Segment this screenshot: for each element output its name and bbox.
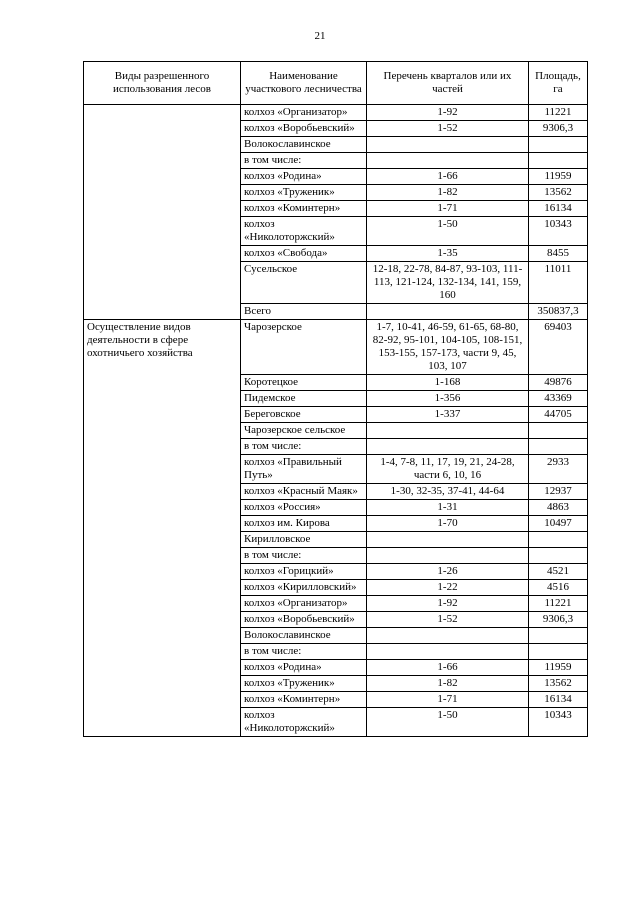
area-cell: 8455 (529, 246, 588, 262)
area-cell: 10343 (529, 708, 588, 737)
area-cell (529, 439, 588, 455)
area-cell: 16134 (529, 692, 588, 708)
forestry-name-cell: Береговское (241, 407, 367, 423)
use-type-cell (84, 532, 241, 548)
use-type-cell (84, 484, 241, 500)
header-forestry-name: Наименование участкового лесничества (241, 62, 367, 105)
table-row (84, 407, 588, 423)
forestry-name-cell: колхоз им. Кирова (241, 516, 367, 532)
use-type-cell (84, 708, 241, 737)
table-row (84, 708, 588, 737)
forestry-name-cell: колхоз «Воробьевский» (241, 612, 367, 628)
area-cell: 4863 (529, 500, 588, 516)
area-cell: 69403 (529, 320, 588, 375)
quarters-cell: 1-30, 32-35, 37-41, 44-64 (367, 484, 529, 500)
use-type-cell (84, 676, 241, 692)
page-number: 21 (314, 30, 326, 42)
table-row (84, 185, 588, 201)
forestry-name-cell: Волокославинское (241, 137, 367, 153)
use-type-cell (84, 137, 241, 153)
table-header-row (84, 62, 588, 105)
quarters-cell: 1-4, 7-8, 11, 17, 19, 21, 24-28, части 6, 10, 16 (367, 455, 529, 484)
table-row (84, 500, 588, 516)
area-cell: 12937 (529, 484, 588, 500)
area-cell: 11221 (529, 596, 588, 612)
table-row (84, 612, 588, 628)
area-cell: 11959 (529, 169, 588, 185)
quarters-cell (367, 153, 529, 169)
use-type-cell (84, 660, 241, 676)
quarters-cell: 1-26 (367, 564, 529, 580)
quarters-cell: 1-70 (367, 516, 529, 532)
area-cell: 49876 (529, 375, 588, 391)
area-cell: 44705 (529, 407, 588, 423)
forestry-name-cell: колхоз «Воробьевский» (241, 121, 367, 137)
quarters-cell (367, 137, 529, 153)
table-row (84, 564, 588, 580)
forestry-name-cell: колхоз «Николоторжский» (241, 217, 367, 246)
area-cell: 11221 (529, 105, 588, 121)
table-row (84, 532, 588, 548)
forestry-name-cell: колхоз «Свобода» (241, 246, 367, 262)
area-cell: 16134 (529, 201, 588, 217)
table-row (84, 676, 588, 692)
table-row (84, 169, 588, 185)
use-type-cell: Осуществление видов деятельности в сфере охотничьего хозяйства (84, 320, 241, 375)
area-cell: 4521 (529, 564, 588, 580)
use-type-cell (84, 596, 241, 612)
area-cell (529, 548, 588, 564)
area-cell: 10343 (529, 217, 588, 246)
forestry-name-cell: колхоз «Правильный Путь» (241, 455, 367, 484)
table-row (84, 439, 588, 455)
table-row (84, 596, 588, 612)
forestry-name-cell: колхоз «Коминтерн» (241, 201, 367, 217)
table-row (84, 201, 588, 217)
forestry-name-cell: Всего (241, 304, 367, 320)
area-cell: 350837,3 (529, 304, 588, 320)
quarters-cell: 1-71 (367, 692, 529, 708)
area-cell: 13562 (529, 676, 588, 692)
quarters-cell: 1-82 (367, 676, 529, 692)
area-cell: 2933 (529, 455, 588, 484)
table-row (84, 246, 588, 262)
table-row (84, 217, 588, 246)
use-type-cell (84, 580, 241, 596)
area-cell: 10497 (529, 516, 588, 532)
use-type-cell (84, 105, 241, 121)
use-type-cell (84, 304, 241, 320)
area-cell (529, 153, 588, 169)
area-cell: 11011 (529, 262, 588, 304)
header-use-type: Виды разрешенного использования лесов (84, 62, 241, 105)
table-row (84, 628, 588, 644)
use-type-cell (84, 262, 241, 304)
use-type-cell (84, 548, 241, 564)
table-body (84, 105, 588, 737)
table-row (84, 455, 588, 484)
use-type-cell (84, 612, 241, 628)
quarters-cell: 1-92 (367, 105, 529, 121)
forestry-name-cell: Чарозерское сельское (241, 423, 367, 439)
quarters-cell: 1-50 (367, 708, 529, 737)
quarters-cell (367, 548, 529, 564)
table-row (84, 375, 588, 391)
quarters-cell (367, 423, 529, 439)
table-row (84, 121, 588, 137)
use-type-cell (84, 407, 241, 423)
use-type-cell (84, 121, 241, 137)
table-row (84, 137, 588, 153)
use-type-cell (84, 201, 241, 217)
quarters-cell: 1-82 (367, 185, 529, 201)
table-row (84, 692, 588, 708)
table-row (84, 484, 588, 500)
quarters-cell: 1-168 (367, 375, 529, 391)
forestry-name-cell: колхоз «Родина» (241, 169, 367, 185)
table-row (84, 516, 588, 532)
area-cell (529, 423, 588, 439)
use-type-cell (84, 153, 241, 169)
quarters-cell (367, 304, 529, 320)
table-row (84, 304, 588, 320)
forestry-name-cell: колхоз «Россия» (241, 500, 367, 516)
quarters-cell (367, 532, 529, 548)
area-cell: 43369 (529, 391, 588, 407)
use-type-cell (84, 375, 241, 391)
forestry-name-cell: в том числе: (241, 439, 367, 455)
quarters-cell: 1-31 (367, 500, 529, 516)
forestry-name-cell: в том числе: (241, 548, 367, 564)
forestry-name-cell: колхоз «Труженик» (241, 185, 367, 201)
quarters-cell: 1-337 (367, 407, 529, 423)
forestry-name-cell: в том числе: (241, 153, 367, 169)
forestry-name-cell: колхоз «Горицкий» (241, 564, 367, 580)
quarters-cell: 1-52 (367, 121, 529, 137)
area-cell (529, 628, 588, 644)
quarters-cell (367, 628, 529, 644)
table-row (84, 105, 588, 121)
table-row (84, 548, 588, 564)
use-type-cell (84, 455, 241, 484)
forestry-name-cell: Чарозерское (241, 320, 367, 375)
forestry-name-cell: колхоз «Кирилловский» (241, 580, 367, 596)
quarters-cell: 1-52 (367, 612, 529, 628)
quarters-cell (367, 644, 529, 660)
area-cell: 4516 (529, 580, 588, 596)
forestry-name-cell: колхоз «Красный Маяк» (241, 484, 367, 500)
forestry-name-cell: колхоз «Николоторжский» (241, 708, 367, 737)
area-cell (529, 644, 588, 660)
forestry-name-cell: Коротецкое (241, 375, 367, 391)
header-quarters: Перечень кварталов или их частей (367, 62, 529, 105)
use-type-cell (84, 423, 241, 439)
use-type-cell (84, 516, 241, 532)
area-cell (529, 532, 588, 548)
use-type-cell (84, 185, 241, 201)
table-row (84, 660, 588, 676)
use-type-cell (84, 500, 241, 516)
forestry-name-cell: колхоз «Родина» (241, 660, 367, 676)
use-type-cell (84, 246, 241, 262)
quarters-cell: 1-7, 10-41, 46-59, 61-65, 68-80, 82-92, 95-101, 104-105, 108-151, 153-155, 157-173, части 9, 45, 103, 107 (367, 320, 529, 375)
forestry-name-cell: Кирилловское (241, 532, 367, 548)
use-type-cell (84, 564, 241, 580)
quarters-cell: 12-18, 22-78, 84-87, 93-103, 111-113, 121-124, 132-134, 141, 159, 160 (367, 262, 529, 304)
table-row (84, 320, 588, 375)
quarters-cell: 1-35 (367, 246, 529, 262)
forestry-name-cell: колхоз «Труженик» (241, 676, 367, 692)
forest-use-table (83, 61, 588, 737)
forestry-name-cell: колхоз «Коминтерн» (241, 692, 367, 708)
quarters-cell: 1-71 (367, 201, 529, 217)
table-row (84, 391, 588, 407)
quarters-cell: 1-92 (367, 596, 529, 612)
quarters-cell: 1-22 (367, 580, 529, 596)
use-type-cell (84, 439, 241, 455)
quarters-cell (367, 439, 529, 455)
use-type-cell (84, 644, 241, 660)
forestry-name-cell: в том числе: (241, 644, 367, 660)
quarters-cell: 1-356 (367, 391, 529, 407)
quarters-cell: 1-66 (367, 169, 529, 185)
use-type-cell (84, 169, 241, 185)
area-cell: 11959 (529, 660, 588, 676)
use-type-cell (84, 217, 241, 246)
use-type-cell (84, 628, 241, 644)
use-type-cell (84, 692, 241, 708)
forestry-name-cell: колхоз «Организатор» (241, 105, 367, 121)
forestry-name-cell: Пидемское (241, 391, 367, 407)
forestry-name-cell: Волокославинское (241, 628, 367, 644)
forestry-name-cell: колхоз «Организатор» (241, 596, 367, 612)
table-row (84, 262, 588, 304)
header-area: Площадь, га (529, 62, 588, 105)
area-cell: 9306,3 (529, 612, 588, 628)
table-row (84, 644, 588, 660)
forestry-name-cell: Сусельское (241, 262, 367, 304)
use-type-cell (84, 391, 241, 407)
table-row (84, 423, 588, 439)
quarters-cell: 1-50 (367, 217, 529, 246)
table-row (84, 580, 588, 596)
quarters-cell: 1-66 (367, 660, 529, 676)
table-row (84, 153, 588, 169)
area-cell: 9306,3 (529, 121, 588, 137)
area-cell: 13562 (529, 185, 588, 201)
area-cell (529, 137, 588, 153)
